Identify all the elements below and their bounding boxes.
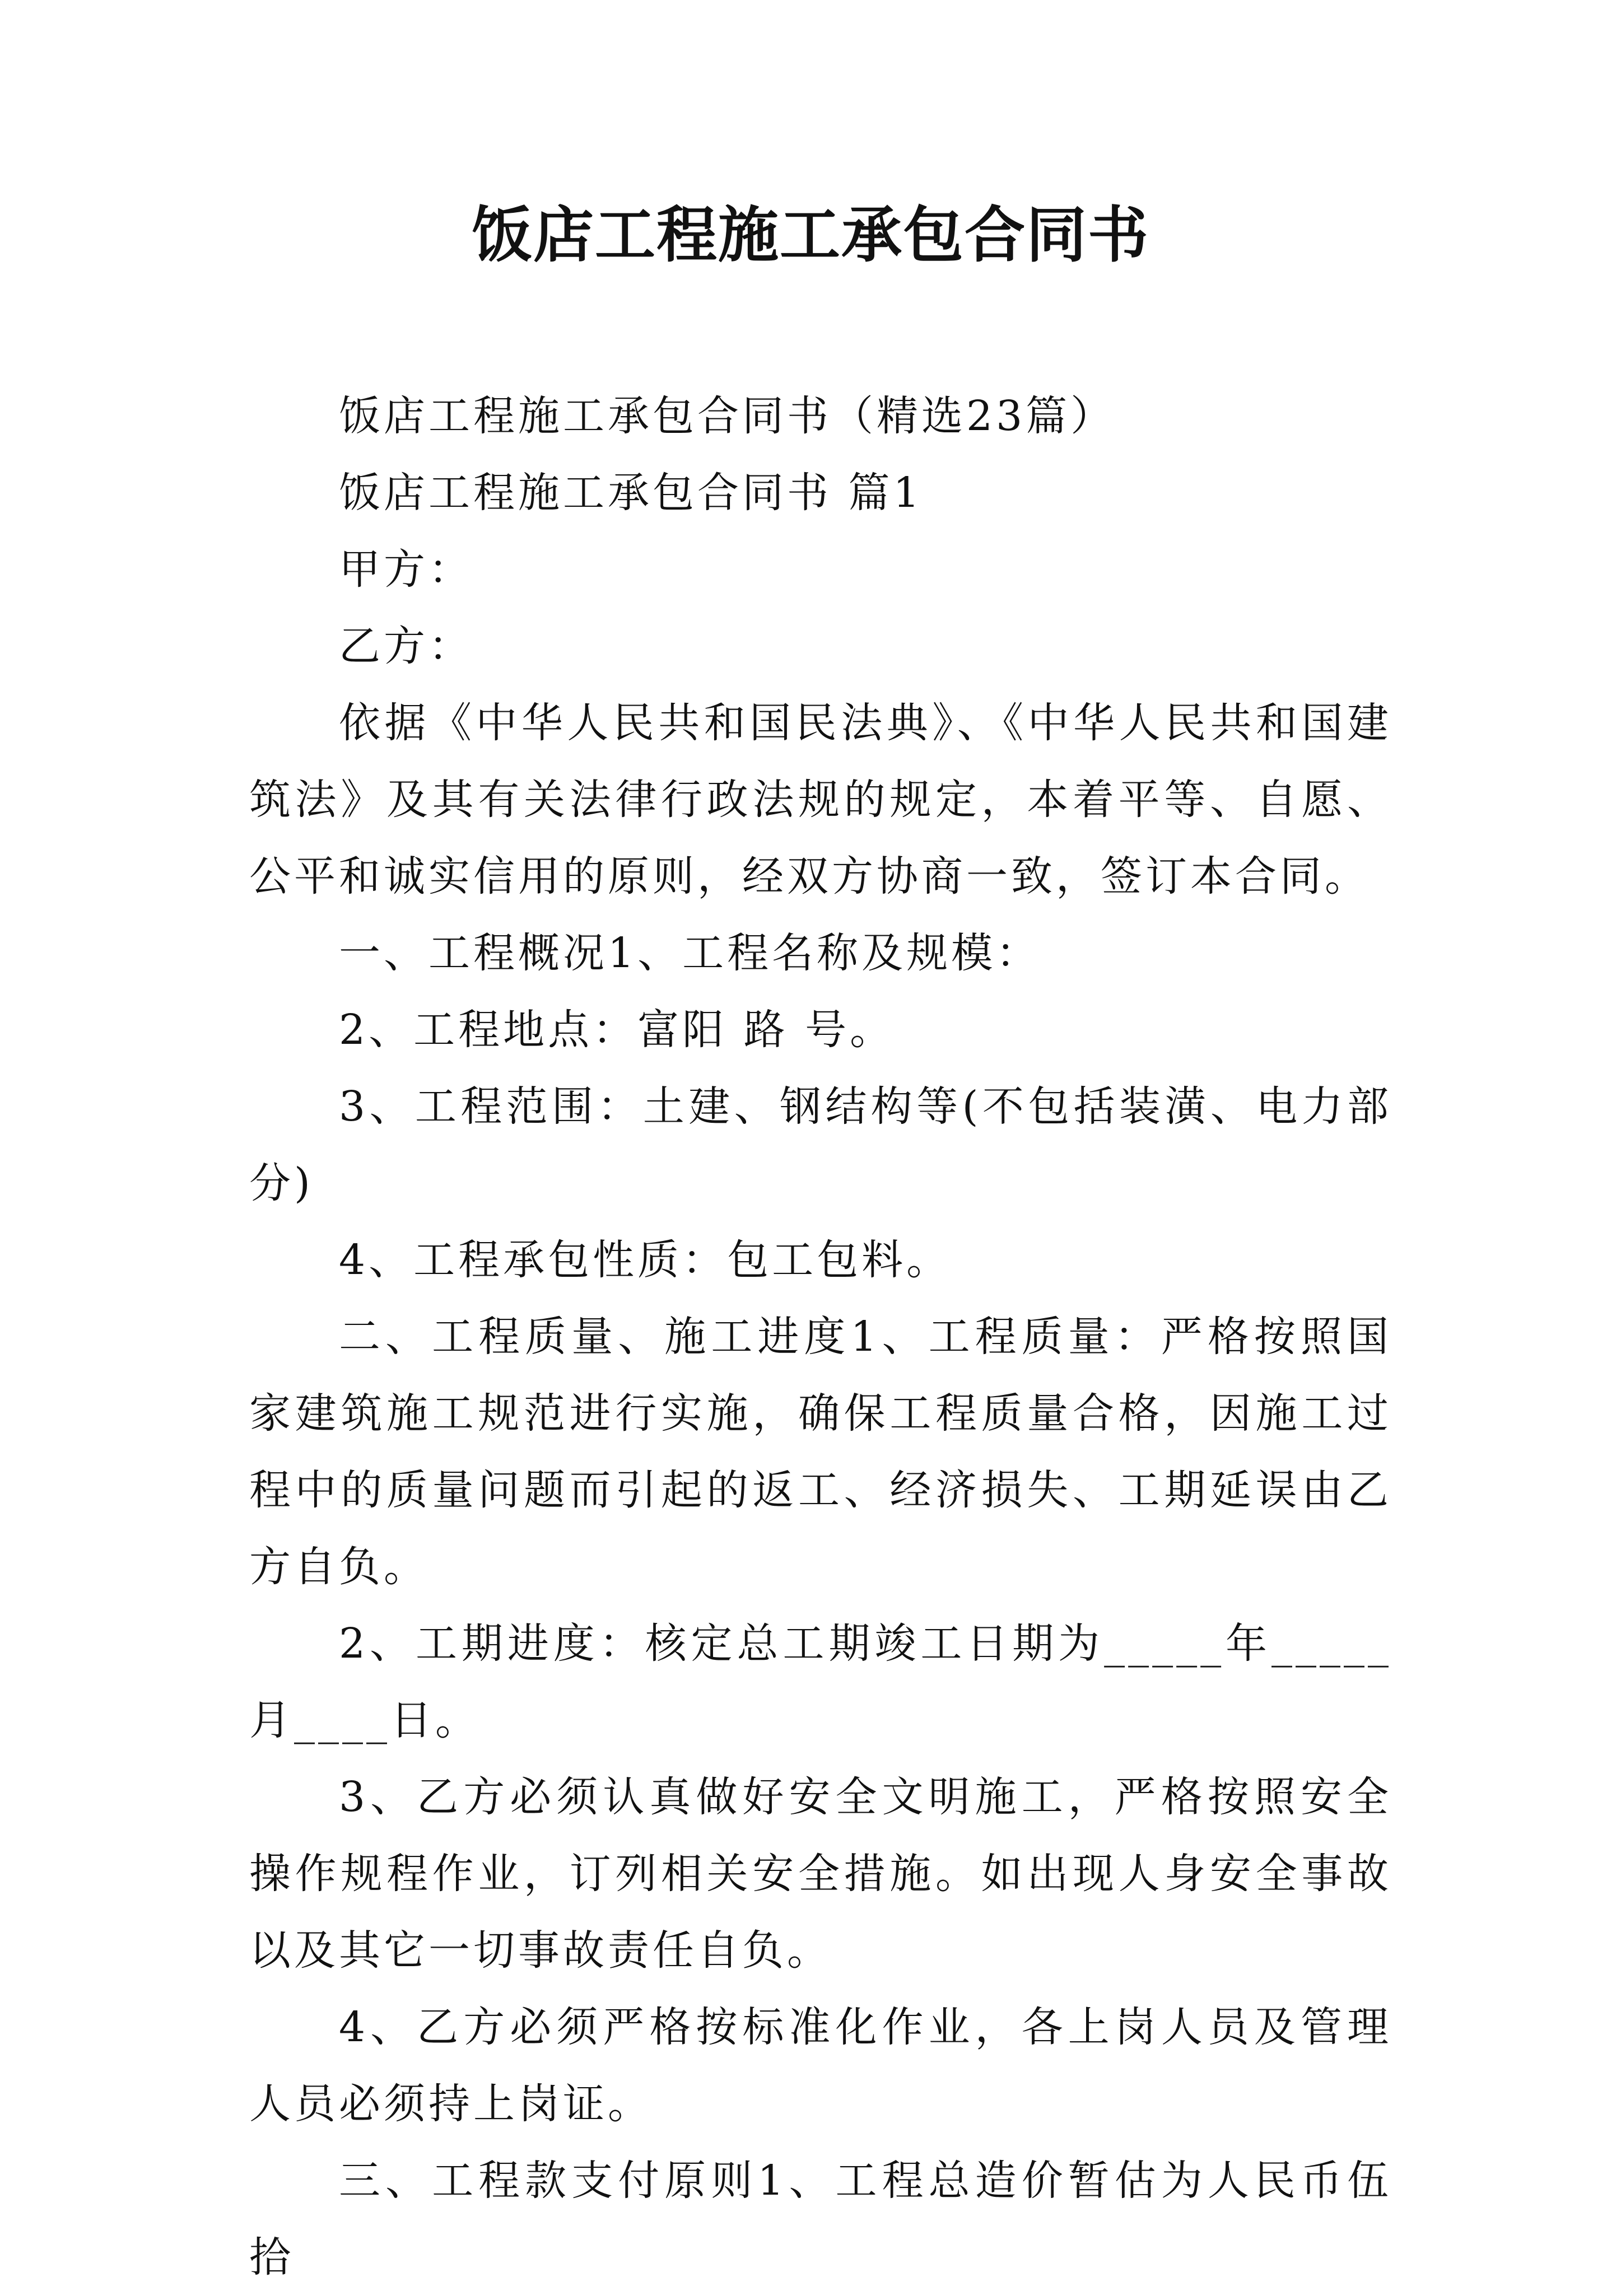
paragraph-project-scope: 3、工程范围：土建、钢结构等(不包括装潢、电力部分): [249, 1082, 1392, 1207]
document-title: 饭店工程施工承包合同书: [471, 200, 1149, 270]
paragraph-quality: 二、工程质量、施工进度1、工程质量：严格按照国家建筑施工规范进行实施，确保工程质量合格，因施工过程中的质量问题而引起的返工、经济损失、工期延误由乙方自负。: [249, 1313, 1392, 1591]
paragraph-party-b: 乙方：: [339, 622, 473, 670]
paragraph-safety: 3、乙方必须认真做好安全文明施工，严格按照安全操作规程作业，订列相关安全措施。如出现人身安全事故以及其它一切事故责任自负。: [249, 1773, 1392, 1975]
paragraph-schedule: 2、工期进度：核定总工期竣工日期为_____年_____月____日。: [249, 1620, 1392, 1744]
paragraph-party-a: 甲方：: [339, 545, 473, 594]
paragraph-contract-nature: 4、工程承包性质：包工包料。: [339, 1236, 952, 1284]
paragraph-project-location: 2、工程地点：富阳 路 号。: [339, 1006, 895, 1054]
paragraph-standardization: 4、乙方必须严格按标准化作业，各上岗人员及管理人员必须持上岗证。: [249, 2003, 1392, 2128]
paragraph-project-overview: 一、工程概况1、工程名称及规模：: [339, 929, 1041, 977]
paragraph-legal-basis: 依据《中华人民共和国民法典》、《中华人民共和国建筑法》及其有关法律行政法规的规定，本着平等、自愿、公平和诚实信用的原则，经双方协商一致，签订本合同。: [249, 699, 1392, 900]
document-body: [249, 378, 1392, 2296]
paragraph-payment: 三、工程款支付原则1、工程总造价暂估为人民币伍拾: [249, 2157, 1392, 2281]
paragraph-subtitle: 饭店工程施工承包合同书（精选23篇）: [339, 392, 1116, 440]
paragraph-section-heading: 饭店工程施工承包合同书 篇1: [339, 469, 923, 517]
